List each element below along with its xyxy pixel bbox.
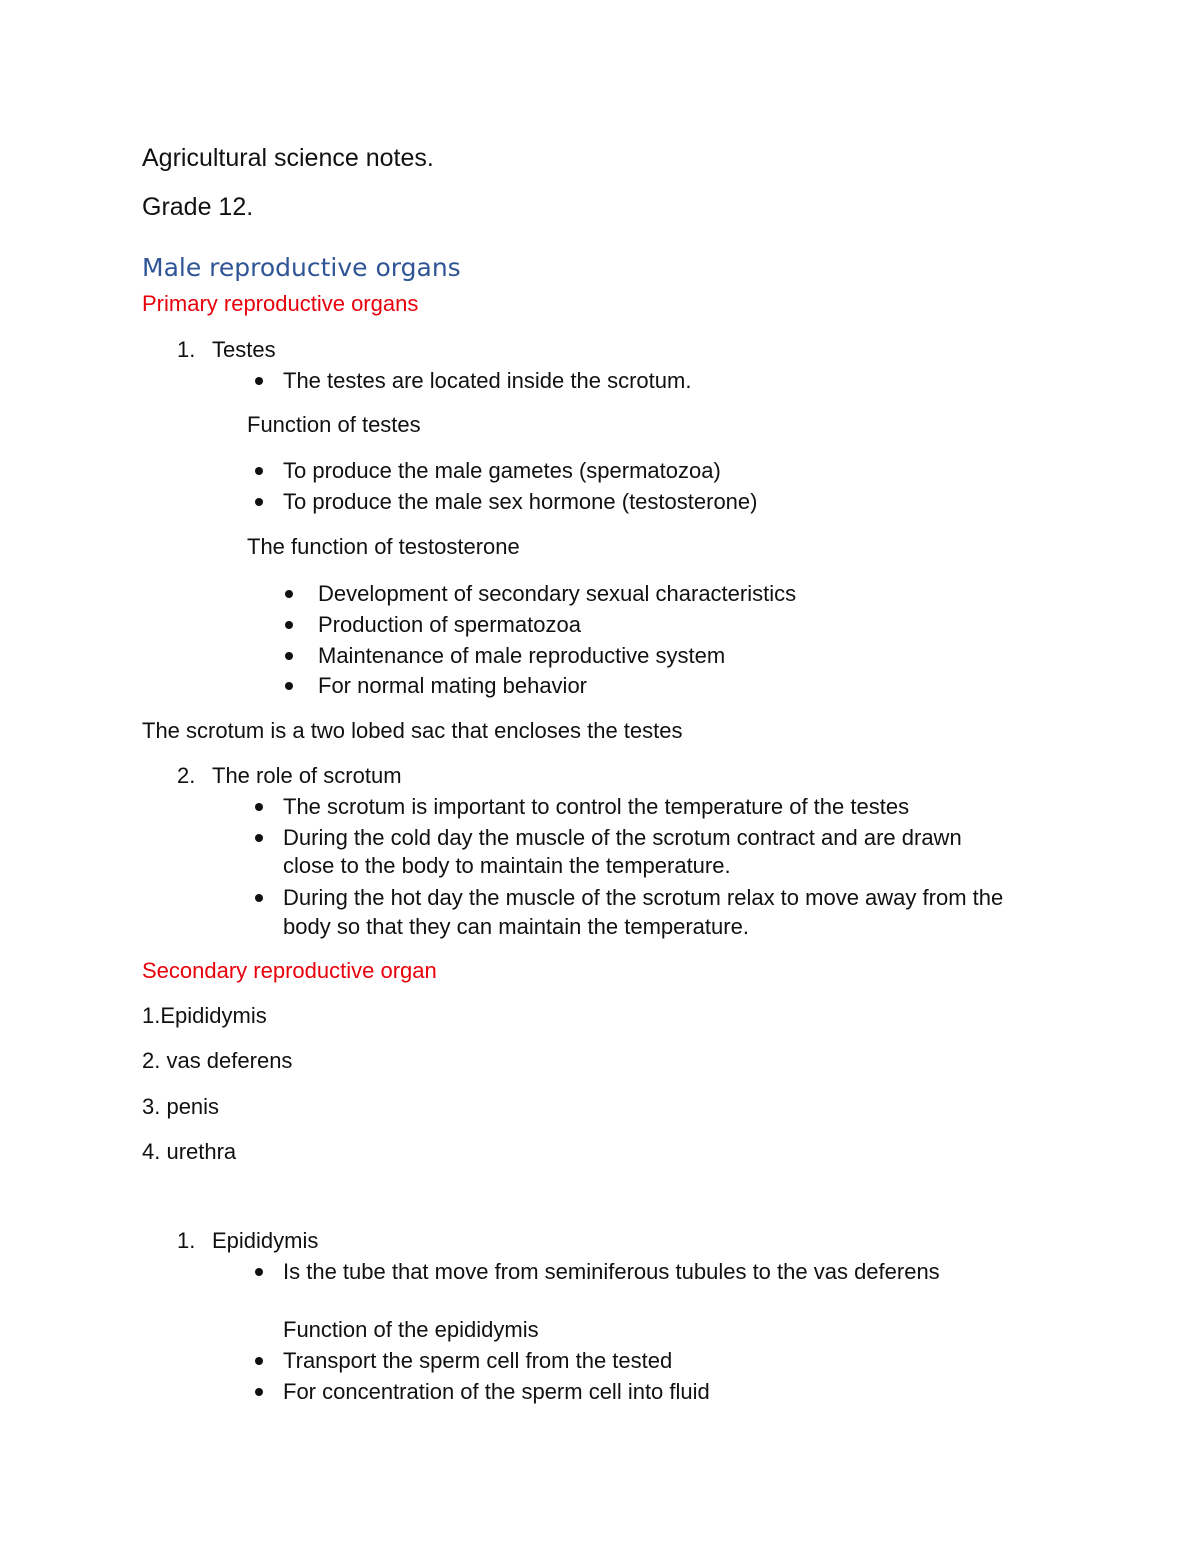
secondary-list-item: 3. penis [142, 1094, 220, 1119]
section-heading: Male reproductive organs [142, 253, 461, 282]
bullet-icon [255, 498, 263, 506]
bullet-icon [285, 621, 293, 629]
secondary-list-item: 1.Epididymis [142, 1003, 267, 1028]
list-item: For normal mating behavior [318, 673, 588, 698]
list-item: For concentration of the sperm cell into fluid [283, 1379, 710, 1404]
secondary-heading: Secondary reproductive organ [142, 958, 437, 983]
bullet-icon [255, 377, 263, 385]
list-item: Transport the sperm cell from the tested [283, 1348, 673, 1373]
grade-label: Grade 12. [142, 193, 254, 221]
function-heading: Function of testes [247, 412, 421, 437]
secondary-list-item: 2. vas deferens [142, 1048, 293, 1073]
primary-heading: Primary reproductive organs [142, 291, 419, 316]
list-item-continuation: body so that they can maintain the temperature. [283, 914, 749, 939]
list-item: Maintenance of male reproductive system [318, 643, 726, 668]
bullet-icon [255, 1268, 263, 1276]
list-number: 1. [177, 1228, 196, 1253]
bullet-icon [285, 652, 293, 660]
scrotum-label: The role of scrotum [212, 763, 402, 788]
bullet-icon [255, 1388, 263, 1396]
list-number: 2. [177, 763, 196, 788]
document-title: Agricultural science notes. [142, 144, 434, 172]
scrotum-statement: The scrotum is a two lobed sac that encloses the testes [142, 718, 683, 743]
epididymis-label: Epididymis [212, 1228, 319, 1253]
bullet-icon [255, 894, 263, 902]
bullet-icon [255, 834, 263, 842]
list-item: The scrotum is important to control the temperature of the testes [283, 794, 910, 819]
list-item: Is the tube that move from seminiferous tubules to the vas deferens [283, 1259, 940, 1284]
testosterone-heading: The function of testosterone [247, 534, 520, 559]
function-heading: Function of the epididymis [283, 1317, 539, 1342]
list-item: To produce the male sex hormone (testosterone) [283, 489, 758, 514]
list-item: During the cold day the muscle of the scrotum contract and are drawn [283, 825, 962, 850]
bullet-icon [285, 590, 293, 598]
list-item-continuation: close to the body to maintain the temperature. [283, 853, 731, 878]
list-number: 1. [177, 337, 196, 362]
secondary-list-item: 4. urethra [142, 1139, 237, 1164]
list-item: Development of secondary sexual characteristics [318, 581, 797, 606]
list-item: Production of spermatozoa [318, 612, 581, 637]
list-item: During the hot day the muscle of the scrotum relax to move away from the [283, 885, 1004, 910]
bullet-icon [255, 803, 263, 811]
bullet-icon [285, 682, 293, 690]
list-item: To produce the male gametes (spermatozoa) [283, 458, 721, 483]
testes-label: Testes [212, 337, 276, 362]
bullet-icon [255, 1357, 263, 1365]
bullet-icon [255, 467, 263, 475]
list-item: The testes are located inside the scrotum. [283, 368, 692, 393]
